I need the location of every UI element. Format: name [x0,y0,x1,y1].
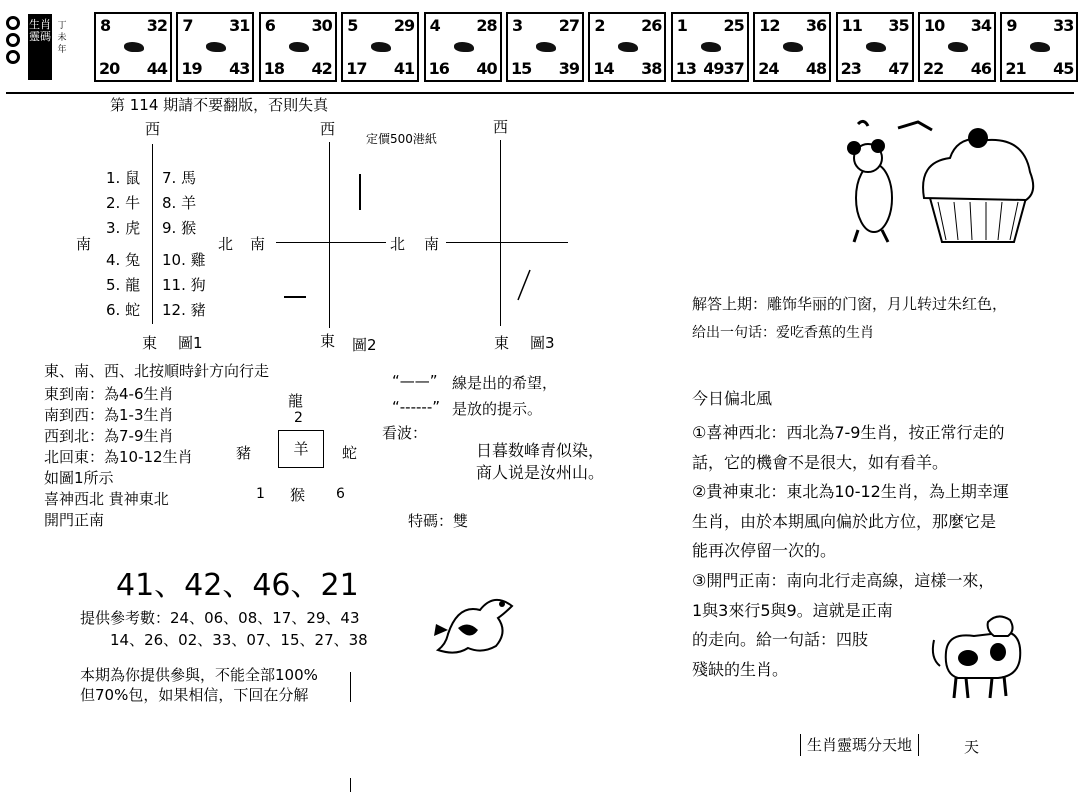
cell-number: 48 [805,59,827,78]
hole-icon [6,50,20,64]
cell-number: 38 [641,59,662,78]
number-cell [259,12,337,82]
cell-number: 24 [758,59,779,78]
cell-number: 3 [512,16,523,35]
zodiac-item: 3. 虎 [106,219,141,237]
legend-mark-solid: “——” [392,372,438,390]
cross-bottom-right: 6 [336,486,345,502]
zodiac-figure-icon [618,42,638,52]
answer-line1: 解答上期：雕饰华丽的门窗，月儿转过朱红色， [692,295,1008,313]
fig1-south: 南 [76,235,92,253]
cell-number: 46 [970,59,991,78]
direction-item: 東到南：為4-6生肖 [44,385,174,403]
special-code: 特碼：雙 [408,512,469,530]
zodiac-item: 10. 雞 [162,251,206,269]
cell-number: 35 [888,16,909,35]
header-year: 丁未年 [57,21,67,55]
fig2-caption: 圖2 [352,336,377,354]
wave-label: 看波： [382,424,428,442]
number-cell [341,12,419,82]
cross-center-box: 羊 [278,430,324,468]
mouse-cake-illustration [838,118,1038,248]
number-cell [424,12,502,82]
cell-number: 28 [476,16,497,35]
fig2-vertical-axis [329,142,330,328]
zodiac-item: 6. 蛇 [106,301,141,319]
poem-line2: 商人说是汝州山。 [476,463,605,482]
fig3-vertical-axis [500,140,501,326]
cell-number: 2 [594,16,605,35]
zodiac-item: 7. 馬 [162,169,197,187]
zodiac-list-left [106,166,140,323]
legend-mark-dashed: “------” [392,398,441,416]
cell-number: 4 [429,16,440,35]
reference-line1: 提供參考數：24、06、08、17、29、43 [80,609,360,627]
cell-number: 12 [759,16,780,35]
number-cell [836,12,914,82]
fig1-east: 東 [142,334,158,352]
number-cell [753,12,831,82]
cell-number: 6 [264,16,275,35]
disclaimer-line1: 本期為你提供參與，不能全部100% [80,666,318,684]
cell-number: 22 [923,59,944,78]
fig2-west: 西 [320,120,336,138]
number-cell [176,12,254,82]
zodiac-figure-icon [866,42,886,52]
cell-number: 34 [970,16,991,35]
analysis-line: 的走向。給一句話：四肢 [692,630,869,650]
direction-list [44,384,193,531]
fig3-south: 南 [424,235,440,253]
analysis-text [692,418,1009,684]
cell-number: 19 [181,59,202,78]
cell-number: 30 [311,16,332,35]
direction-intro: 東、南、西、北按順時針方向行走 [44,362,270,380]
fig2-east: 東 [320,332,336,350]
zodiac-figure-icon [948,42,968,52]
cell-number: 29 [393,16,415,35]
number-cell [1000,12,1078,82]
header-strip [6,12,1074,82]
cell-number: 15 [511,59,532,78]
direction-item: 開門正南 [44,511,105,529]
hole-icon [6,33,20,47]
cell-number: 42 [311,59,332,78]
cell-number: 44 [146,59,167,78]
cross-right: 蛇 [342,444,358,462]
footer-brand: 生肖靈瑪分天地 [800,734,919,756]
fig3-mark [514,268,534,304]
zodiac-list-right [162,166,206,323]
zodiac-figure-icon [454,42,474,52]
disclaimer-line2: 但70%包，如果相信，下回在分解 [80,686,309,704]
cell-number: 33 [1053,16,1074,35]
cell-number: 23 [840,59,861,78]
cell-number: 9 [1006,16,1017,35]
binder-holes [6,16,26,80]
cross-top: 龍 [288,392,304,410]
cell-number: 20 [99,59,120,78]
cell-number: 1 [676,16,687,35]
analysis-line: 話，它的機會不是很大，如有看羊。 [692,452,949,472]
cell-number: 4937 [703,59,744,78]
legend-line2: 是放的提示。 [452,400,543,418]
issue-line: 第 114 期請不要翻版，否則失真 [110,96,329,114]
cell-number: 45 [1053,59,1074,78]
cell-number: 21 [1005,59,1026,78]
price-label: 定價500港紙 [366,132,437,146]
zodiac-item: 8. 羊 [162,194,197,212]
hole-icon [6,16,20,30]
cell-number: 10 [924,16,945,35]
direction-item: 北回東：為10-12生肖 [44,448,193,466]
number-cell [671,12,749,82]
zodiac-item: 1. 鼠 [106,169,141,187]
direction-item: 如圖1所示 [44,469,114,487]
cell-number: 7 [182,16,193,35]
analysis-line: ①喜神西北：西北為7-9生肖，按正常行走的 [692,423,1005,442]
fig3-caption: 圖3 [530,334,555,352]
cell-number: 14 [593,59,614,78]
cross-bottom: 猴 [290,486,306,504]
fig1-vertical-axis [152,144,153,324]
zodiac-figure-icon [124,42,144,52]
disclaimer-mark [350,672,351,702]
bottom-mark [350,778,351,792]
cell-number: 27 [558,16,579,35]
cell-number: 41 [393,59,415,78]
analysis-line: 生肖，由於本期風向偏於此方位，那麼它是 [692,511,997,531]
zodiac-item: 9. 猴 [162,219,197,237]
fig2-mark [359,174,361,210]
cell-number: 8 [100,16,111,35]
zodiac-figure-icon [289,42,309,52]
cell-number: 11 [841,16,862,35]
direction-item: 西到北：為7-9生肖 [44,427,174,445]
number-cell [506,12,584,82]
zodiac-figure-icon [536,42,556,52]
fig2-north: 北 [390,235,406,253]
cell-number: 36 [805,16,827,35]
cell-number: 40 [476,59,497,78]
answer-line2: 给出一句话：爱吃香蕉的生肖 [692,325,874,341]
cell-number: 13 [675,59,697,78]
fig2-horizontal-axis [276,242,386,243]
fig3-horizontal-axis [446,242,568,243]
cell-number: 5 [347,16,358,35]
analysis-line: 能再次停留一次的。 [692,541,837,561]
analysis-line: 1與3來行5與9。這就是正南 [692,600,893,620]
fig1-north: 北 [218,235,234,253]
zodiac-item: 2. 牛 [106,194,141,212]
dragon-illustration [428,584,522,660]
reference-line2: 14、26、02、33、07、15、27、38 [110,631,368,649]
direction-item: 南到西：為1-3生肖 [44,406,174,424]
cross-bottom-left: 1 [256,486,265,502]
direction-item: 喜神西北 貴神東北 [44,490,169,508]
cell-number: 26 [641,16,662,35]
cell-number: 39 [558,59,579,78]
zodiac-figure-icon [206,42,226,52]
zodiac-item: 11. 狗 [162,276,206,294]
poem-line1: 日暮数峰青似染， [476,441,605,460]
cell-number: 16 [428,59,449,78]
fig3-west: 西 [493,118,509,136]
fig1-caption: 圖1 [178,334,203,352]
cell-number: 43 [229,59,250,78]
number-cell [918,12,996,82]
cell-number: 32 [146,16,167,35]
analysis-line: ②貴神東北：東北為10-12生肖，為上期幸運 [692,482,1009,502]
zodiac-figure-icon [701,42,721,52]
zodiac-figure-icon [371,42,391,52]
header-title: 生肖靈碼 [28,14,52,80]
zodiac-figure-icon [783,42,803,52]
fig3-east: 東 [494,334,510,352]
analysis-line: ③開門正南：南向北行走高線，這樣一來， [692,570,995,590]
number-cell [588,12,666,82]
fig1-west: 西 [145,120,161,138]
cross-left: 豬 [236,444,252,462]
wind-heading: 今日偏北風 [692,389,773,408]
cell-number: 18 [263,59,285,78]
zodiac-item: 5. 龍 [106,276,141,294]
zodiac-item: 12. 豬 [162,301,206,319]
cell-number: 31 [229,16,250,35]
fig2-mark [284,296,306,298]
footer-right: 天 [964,738,980,756]
cross-top-number: 2 [294,410,303,426]
cell-number: 47 [888,59,909,78]
analysis-line: 殘缺的生肖。 [692,659,789,679]
legend-line1: 線是出的希望， [452,374,558,392]
featured-numbers: 41、42、46、21 [116,568,359,603]
zodiac-figure-icon [1030,42,1050,52]
cell-number: 25 [723,16,744,35]
zodiac-item: 4. 兔 [106,251,141,269]
fig2-south: 南 [250,235,266,253]
number-cell [94,12,172,82]
cell-number: 17 [346,59,367,78]
